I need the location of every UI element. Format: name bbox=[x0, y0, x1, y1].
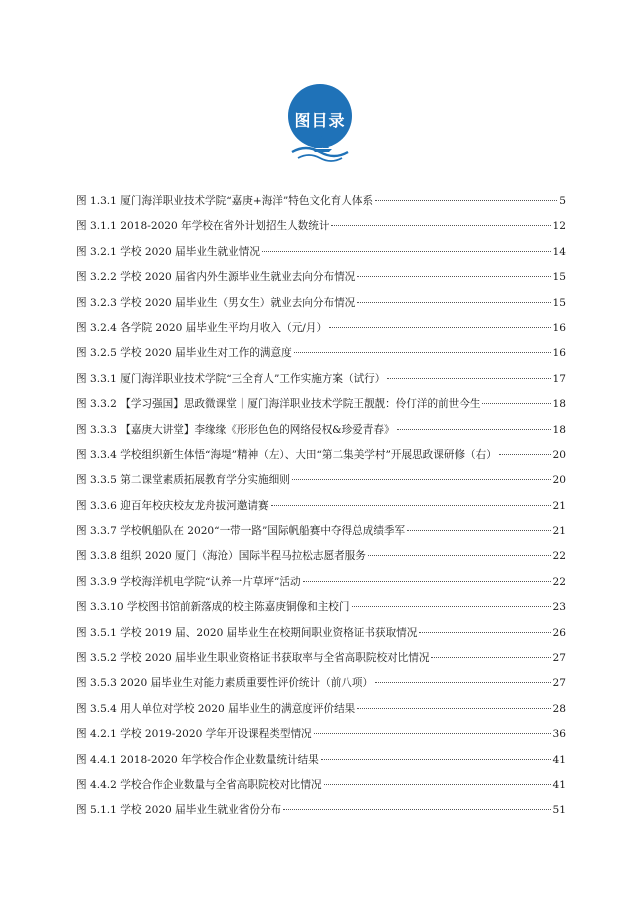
toc-entry-page: 15 bbox=[552, 296, 566, 309]
toc-entry-page: 22 bbox=[552, 550, 566, 563]
toc-entry[interactable] bbox=[76, 752, 566, 777]
toc-entry-label: 图 3.5.1 学校 2019 届、2020 届毕业生在校期间职业资格证书获取情况 bbox=[76, 626, 418, 639]
toc-entry[interactable] bbox=[76, 269, 566, 294]
toc-entry-label: 图 1.3.1 厦门海洋职业技术学院“嘉庚+海洋”特色文化育人体系 bbox=[76, 195, 374, 207]
toc-entry-page: 17 bbox=[552, 372, 566, 385]
toc-leader-dots bbox=[294, 352, 551, 353]
toc-leader-dots bbox=[321, 759, 551, 760]
toc-entry-label: 图 3.2.5 学校 2020 届毕业生对工作的满意度 bbox=[76, 347, 292, 360]
toc-entry[interactable] bbox=[76, 802, 566, 827]
toc-entry-page: 41 bbox=[552, 753, 566, 766]
toc-entry[interactable] bbox=[76, 218, 566, 243]
toc-entry-label: 图 3.2.4 各学院 2020 届毕业生平均月收入（元/月） bbox=[76, 321, 328, 334]
toc-leader-dots bbox=[357, 276, 550, 277]
toc-entry-page: 51 bbox=[552, 804, 566, 817]
toc-entry-label: 图 4.2.1 学校 2019-2020 学年开设课程类型情况 bbox=[76, 728, 312, 741]
toc-leader-dots bbox=[375, 682, 550, 683]
toc-entry-label: 图 3.3.5 第二课堂素质拓展教育学分实施细则 bbox=[76, 474, 290, 487]
toc-entry-label: 图 3.5.4 用人单位对学校 2020 届毕业生的满意度评价结果 bbox=[76, 702, 356, 715]
toc-entry-page: 26 bbox=[552, 626, 566, 639]
toc-entry-label: 图 3.3.6 迎百年校庆校友龙舟拔河邀请赛 bbox=[76, 499, 269, 512]
toc-entry[interactable] bbox=[76, 548, 566, 573]
toc-entry[interactable] bbox=[76, 498, 566, 523]
toc-entry[interactable] bbox=[76, 523, 566, 548]
toc-leader-dots bbox=[303, 581, 551, 582]
toc-entry-page: 14 bbox=[552, 245, 566, 258]
toc-leader-dots bbox=[397, 429, 551, 430]
toc-entry-page: 12 bbox=[552, 220, 566, 233]
toc-leader-dots bbox=[262, 251, 551, 252]
toc-entry[interactable] bbox=[76, 320, 566, 345]
toc-header bbox=[0, 82, 640, 172]
toc-entry[interactable] bbox=[76, 371, 566, 396]
toc-entry-label: 图 3.2.3 学校 2020 届毕业生（男女生）就业去向分布情况 bbox=[76, 296, 356, 309]
toc-leader-dots bbox=[499, 454, 551, 455]
toc-entry-page: 28 bbox=[552, 702, 566, 715]
toc-entry[interactable] bbox=[76, 777, 566, 802]
toc-entry[interactable] bbox=[76, 599, 566, 624]
toc-entry-page: 18 bbox=[552, 423, 566, 436]
toc-entry-page: 16 bbox=[552, 347, 566, 360]
toc-entry-label: 图 3.3.9 学校海洋机电学院“认养一片草坪”活动 bbox=[76, 575, 301, 588]
toc-leader-dots bbox=[375, 200, 557, 201]
toc-entry[interactable] bbox=[76, 650, 566, 675]
toc-entry[interactable] bbox=[76, 396, 566, 421]
toc-entry[interactable] bbox=[76, 675, 566, 700]
toc-entry[interactable] bbox=[76, 625, 566, 650]
toc-leader-dots bbox=[482, 403, 550, 404]
toc-entry-label: 图 4.4.2 学校合作企业数量与全省高职院校对比情况 bbox=[76, 778, 322, 791]
toc-entry-page: 22 bbox=[552, 575, 566, 588]
toc-entry-page: 20 bbox=[552, 448, 566, 461]
toc-entry-label: 图 3.3.8 组织 2020 厦门（海沧）国际半程马拉松志愿者服务 bbox=[76, 550, 366, 563]
toc-entry-label: 图 3.5.2 学校 2020 届毕业生职业资格证书获取率与全省高职院校对比情况 bbox=[76, 652, 430, 665]
toc-leader-dots bbox=[357, 302, 550, 303]
toc-entry-label: 图 3.2.1 学校 2020 届毕业生就业情况 bbox=[76, 245, 260, 258]
toc-leader-dots bbox=[283, 809, 550, 810]
toc-leader-dots bbox=[387, 378, 550, 379]
toc-entry-page: 15 bbox=[552, 271, 566, 284]
toc-leader-dots bbox=[314, 733, 551, 734]
toc-entry-page: 21 bbox=[552, 499, 566, 512]
toc-entry-label: 图 3.3.1 厦门海洋职业技术学院“三全育人”工作实施方案（试行） bbox=[76, 372, 386, 385]
toc-entry-label: 图 5.1.1 学校 2020 届毕业生就业省份分布 bbox=[76, 804, 282, 817]
toc-entry-label: 图 3.5.3 2020 届毕业生对能力素质重要性评价统计（前八项） bbox=[76, 677, 374, 690]
toc-entry-page: 20 bbox=[552, 474, 566, 487]
toc-entry-page: 23 bbox=[552, 601, 566, 614]
toc-entry[interactable] bbox=[76, 193, 566, 218]
toc-entry[interactable] bbox=[76, 422, 566, 447]
toc-entry-page: 41 bbox=[552, 778, 566, 791]
toc-leader-dots bbox=[292, 479, 551, 480]
toc-leader-dots bbox=[271, 505, 551, 506]
toc-entry[interactable] bbox=[76, 574, 566, 599]
toc-leader-dots bbox=[329, 327, 550, 328]
toc-entry-label: 图 3.3.10 学校图书馆前新落成的校主陈嘉庚铜像和主校门 bbox=[76, 601, 350, 614]
toc-entry-page: 27 bbox=[552, 677, 566, 690]
toc-entry-label: 图 3.3.3 【嘉庚大讲堂】李缘缘《形形色色的网络侵权&珍爱青春》 bbox=[76, 423, 395, 436]
toc-entry[interactable] bbox=[76, 726, 566, 751]
toc-entry-page: 5 bbox=[559, 195, 566, 207]
toc-entry[interactable] bbox=[76, 447, 566, 472]
toc-leader-dots bbox=[431, 657, 550, 658]
toc-entry-page: 36 bbox=[552, 728, 566, 741]
toc-leader-dots bbox=[324, 784, 551, 785]
toc-entry[interactable] bbox=[76, 244, 566, 269]
toc-entry-label: 图 3.3.2 【学习强国】思政微课堂｜厦门海洋职业技术学院王靓靓：伶仃洋的前世今生 bbox=[76, 398, 481, 411]
figure-toc-list bbox=[76, 193, 566, 828]
toc-entry-label: 图 3.3.7 学校帆船队在 2020“一带一路”国际帆船赛中夺得总成绩季军 bbox=[76, 525, 406, 538]
toc-entry-page: 27 bbox=[552, 652, 566, 665]
toc-leader-dots bbox=[331, 225, 550, 226]
toc-entry-page: 18 bbox=[552, 398, 566, 411]
toc-leader-dots bbox=[352, 606, 551, 607]
toc-leader-dots bbox=[357, 708, 550, 709]
page-title: 图目录 bbox=[294, 111, 346, 130]
toc-entry-page: 21 bbox=[552, 525, 566, 538]
toc-entry-page: 16 bbox=[552, 321, 566, 334]
toc-entry[interactable] bbox=[76, 472, 566, 497]
toc-entry-label: 图 3.3.4 学校组织新生体悟“海堤”精神（左）、大田“第二集美学村”开展思政课研修（右） bbox=[76, 448, 497, 461]
toc-entry[interactable] bbox=[76, 345, 566, 370]
toc-entry-label: 图 3.1.1 2018-2020 年学校在省外计划招生人数统计 bbox=[76, 220, 330, 233]
toc-entry-label: 图 3.2.2 学校 2020 届省内外生源毕业生就业去向分布情况 bbox=[76, 271, 356, 284]
toc-entry[interactable] bbox=[76, 701, 566, 726]
toc-leader-dots bbox=[419, 632, 550, 633]
toc-leader-dots bbox=[407, 530, 550, 531]
toc-entry-label: 图 4.4.1 2018-2020 年学校合作企业数量统计结果 bbox=[76, 753, 319, 766]
toc-entry[interactable] bbox=[76, 295, 566, 320]
toc-leader-dots bbox=[368, 555, 551, 556]
